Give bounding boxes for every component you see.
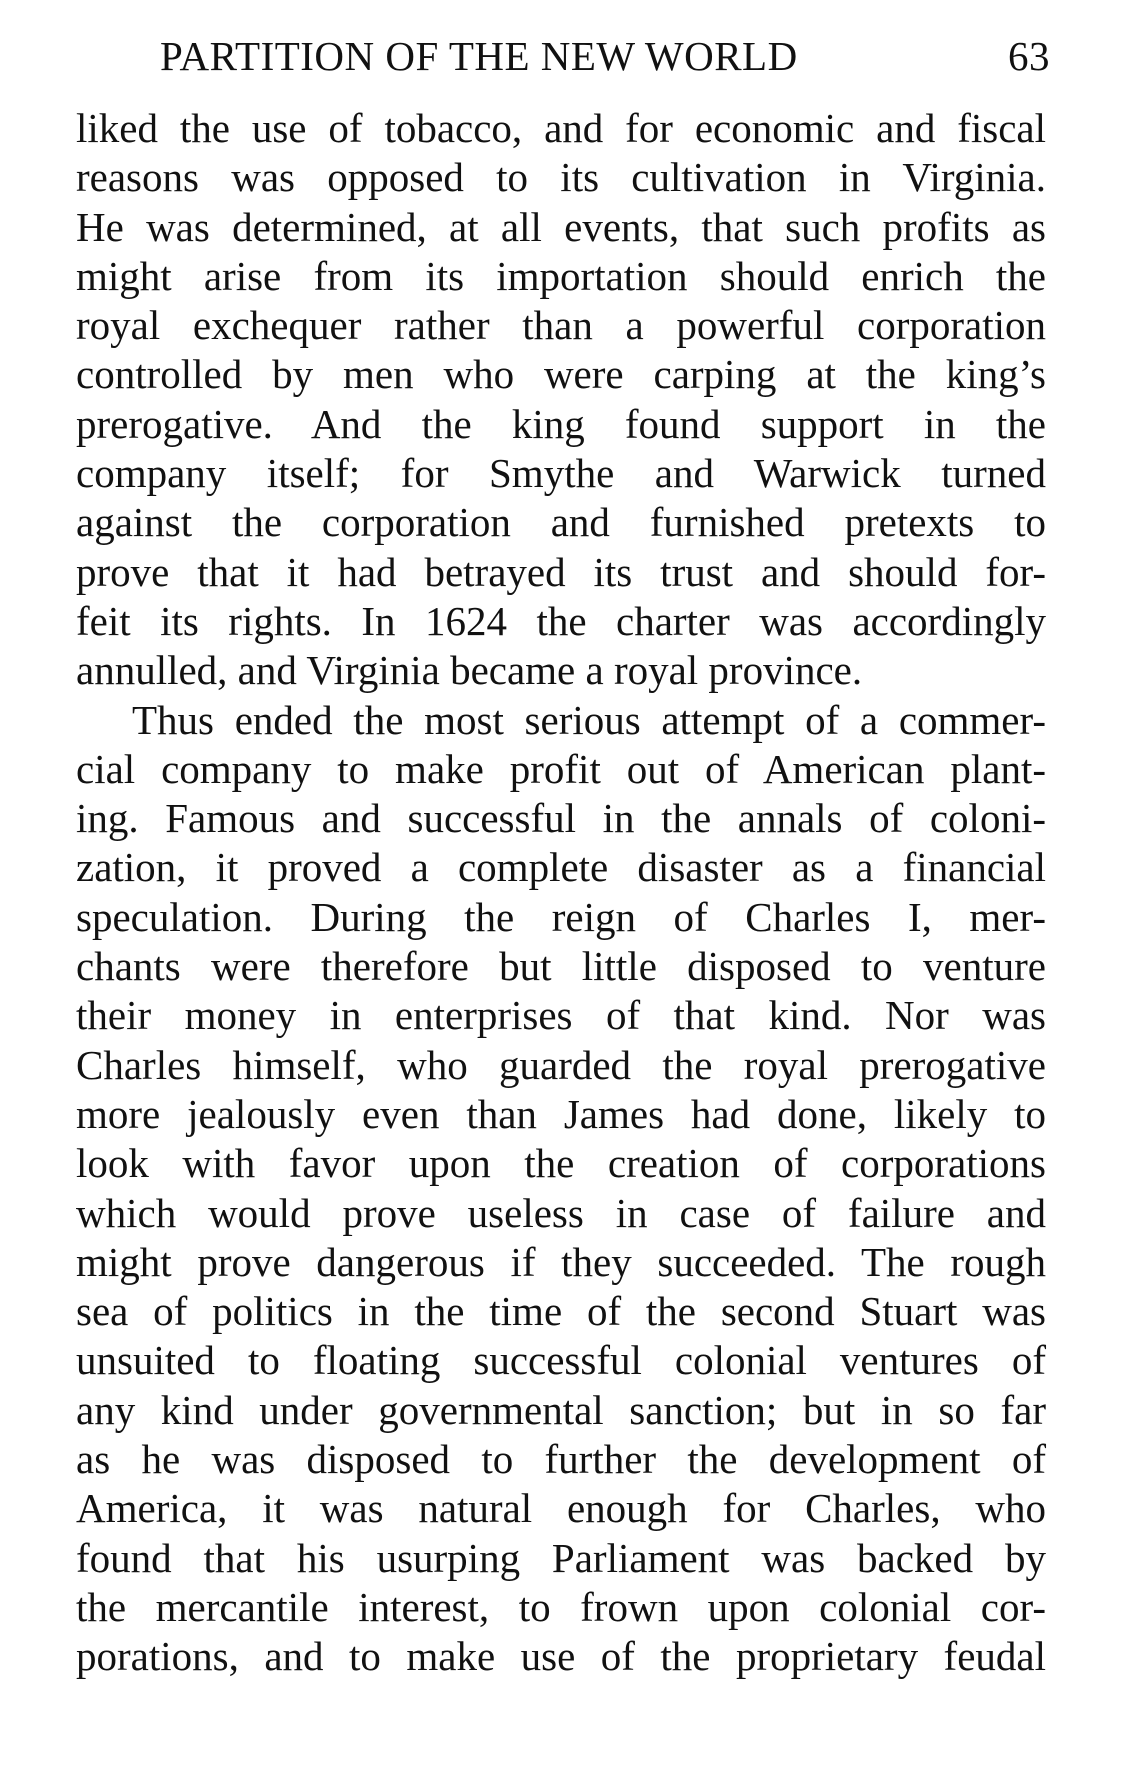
text-line: against the corporation and furnished pretexts to	[76, 499, 1046, 546]
text-line: liked the use of tobacco, and for economic and fiscal	[76, 105, 1046, 151]
text-line: found that his usurping Parliament was backed by	[76, 1534, 1046, 1581]
text-line: Thus ended the most serious attempt of a commer-	[132, 696, 1046, 743]
text-line: controlled by men who were carping at the king’s	[76, 351, 1046, 398]
text-line: Charles himself, who guarded the royal prerogative	[76, 1041, 1046, 1088]
text-line: prerogative. And the king found support in the	[76, 400, 1046, 447]
text-line: as he was disposed to further the development of	[76, 1436, 1046, 1483]
text-line: chants were therefore but little disposed to venture	[76, 943, 1046, 990]
text-line: ing. Famous and successful in the annals of coloni-	[76, 795, 1046, 842]
text-line: might arise from its importation should enrich the	[76, 252, 1046, 299]
running-head	[160, 26, 1064, 86]
text-line: more jealously even than James had done, likely to	[76, 1090, 1046, 1137]
text-line: porations, and to make use of the proprietary feudal	[76, 1633, 1046, 1680]
text-line: America, it was natural enough for Charles, who	[76, 1485, 1046, 1532]
text-line: speculation. During the reign of Charles I, mer-	[76, 893, 1046, 940]
page-number: 63	[1008, 33, 1050, 79]
text-line: any kind under governmental sanction; but in so far	[76, 1386, 1046, 1433]
text-line: cial company to make profit out of American plant-	[76, 745, 1046, 792]
text-line: which would prove useless in case of failure and	[76, 1189, 1046, 1236]
text-line: zation, it proved a complete disaster as a financial	[76, 844, 1046, 891]
text-line: feit its rights. In 1624 the charter was accordingly	[76, 597, 1046, 644]
text-line: unsuited to floating successful colonial ventures of	[76, 1337, 1046, 1384]
text-line: look with favor upon the creation of corporations	[76, 1140, 1046, 1187]
paragraph-1	[76, 104, 1046, 696]
text-line: He was determined, at all events, that such profits as	[76, 203, 1046, 250]
text-line: their money in enterprises of that kind. Nor was	[76, 992, 1046, 1039]
text-line: sea of politics in the time of the second Stuart was	[76, 1288, 1046, 1335]
text-line: might prove dangerous if they succeeded. The rough	[76, 1238, 1046, 1285]
chapter-title: PARTITION OF THE NEW WORLD	[160, 33, 798, 79]
text-line: royal exchequer rather than a powerful corporation	[76, 302, 1046, 349]
body-text	[76, 104, 1046, 1682]
text-line: the mercantile interest, to frown upon colonial cor-	[76, 1583, 1046, 1630]
paragraph-2	[76, 696, 1046, 1682]
text-line: company itself; for Smythe and Warwick turned	[76, 450, 1046, 497]
text-line: prove that it had betrayed its trust and should for-	[76, 548, 1046, 595]
text-line: annulled, and Virginia became a royal province.	[76, 647, 863, 694]
text-line: reasons was opposed to its cultivation in Virginia.	[76, 154, 1046, 201]
